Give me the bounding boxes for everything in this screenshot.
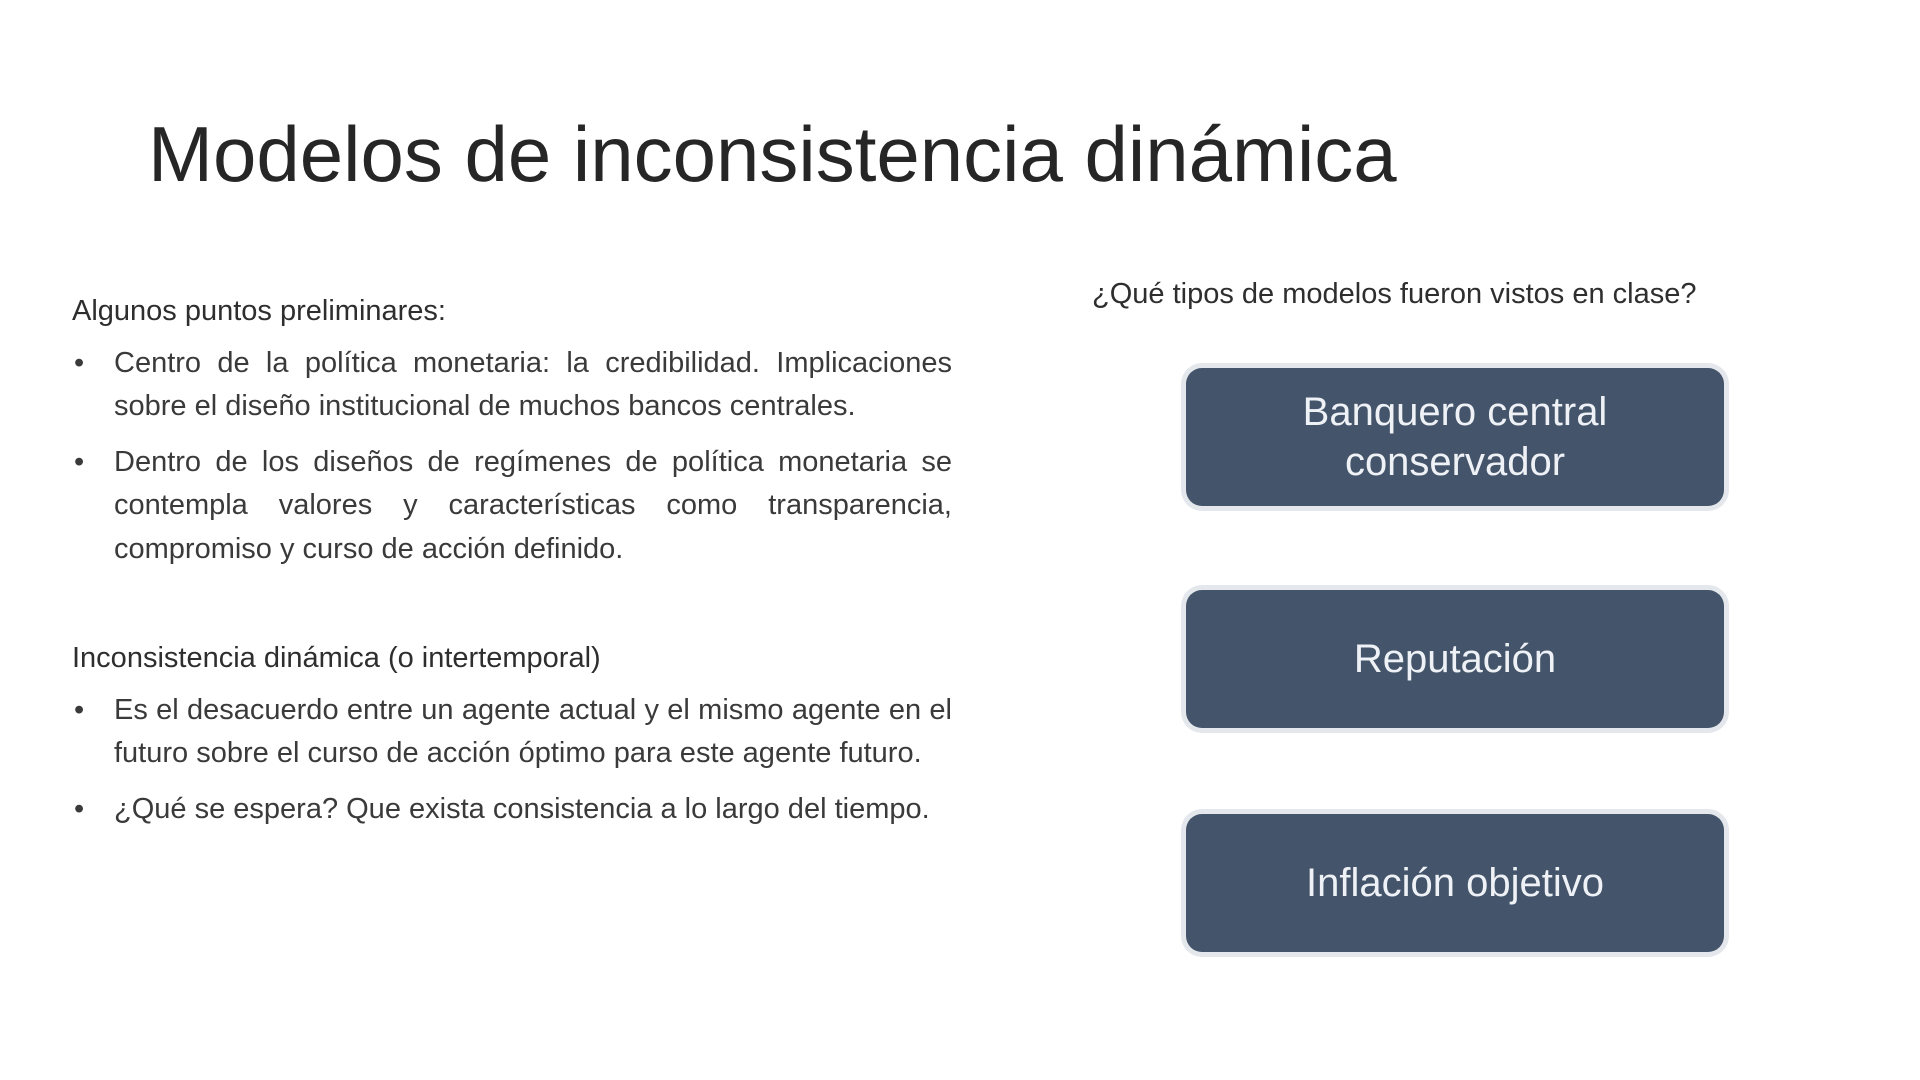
model-button-inflacion-objetivo[interactable] bbox=[1186, 814, 1724, 952]
bullet-item: • Dentro de los diseños de regímenes de política monetaria se contempla valores y características como transparencia, compromiso y curso de acción definido. bbox=[72, 441, 952, 572]
model-button-label: Reputación bbox=[1353, 637, 1557, 681]
section-heading-preliminares: Algunos puntos preliminares: bbox=[72, 295, 446, 327]
bullet-item: • Es el desacuerdo entre un agente actual y el mismo agente en el futuro sobre el curso de acción óptimo para este agente futuro. bbox=[72, 689, 952, 776]
model-button-label: Inflación objetivo bbox=[1306, 861, 1604, 905]
slide-title: Modelos de inconsistencia dinámica bbox=[148, 110, 1397, 198]
left-column bbox=[72, 290, 952, 843]
model-button-label: Banquero central conservador bbox=[1302, 390, 1608, 484]
bullet-list-inconsistencia bbox=[72, 689, 952, 832]
model-button-banquero-central[interactable] bbox=[1186, 368, 1724, 506]
model-button-reputacion[interactable] bbox=[1186, 590, 1724, 728]
bullet-list-preliminares bbox=[72, 342, 952, 572]
bullet-item: • ¿Qué se espera? Que exista consistencia a lo largo del tiempo. bbox=[72, 788, 952, 832]
bullet-item: • Centro de la política monetaria: la credibilidad. Implicaciones sobre el diseño institucional de muchos bancos centrales. bbox=[72, 342, 952, 429]
section-heading-inconsistencia: Inconsistencia dinámica (o intertemporal) bbox=[72, 642, 601, 674]
models-question: ¿Qué tipos de modelos fueron vistos en clase? bbox=[1092, 278, 1697, 310]
